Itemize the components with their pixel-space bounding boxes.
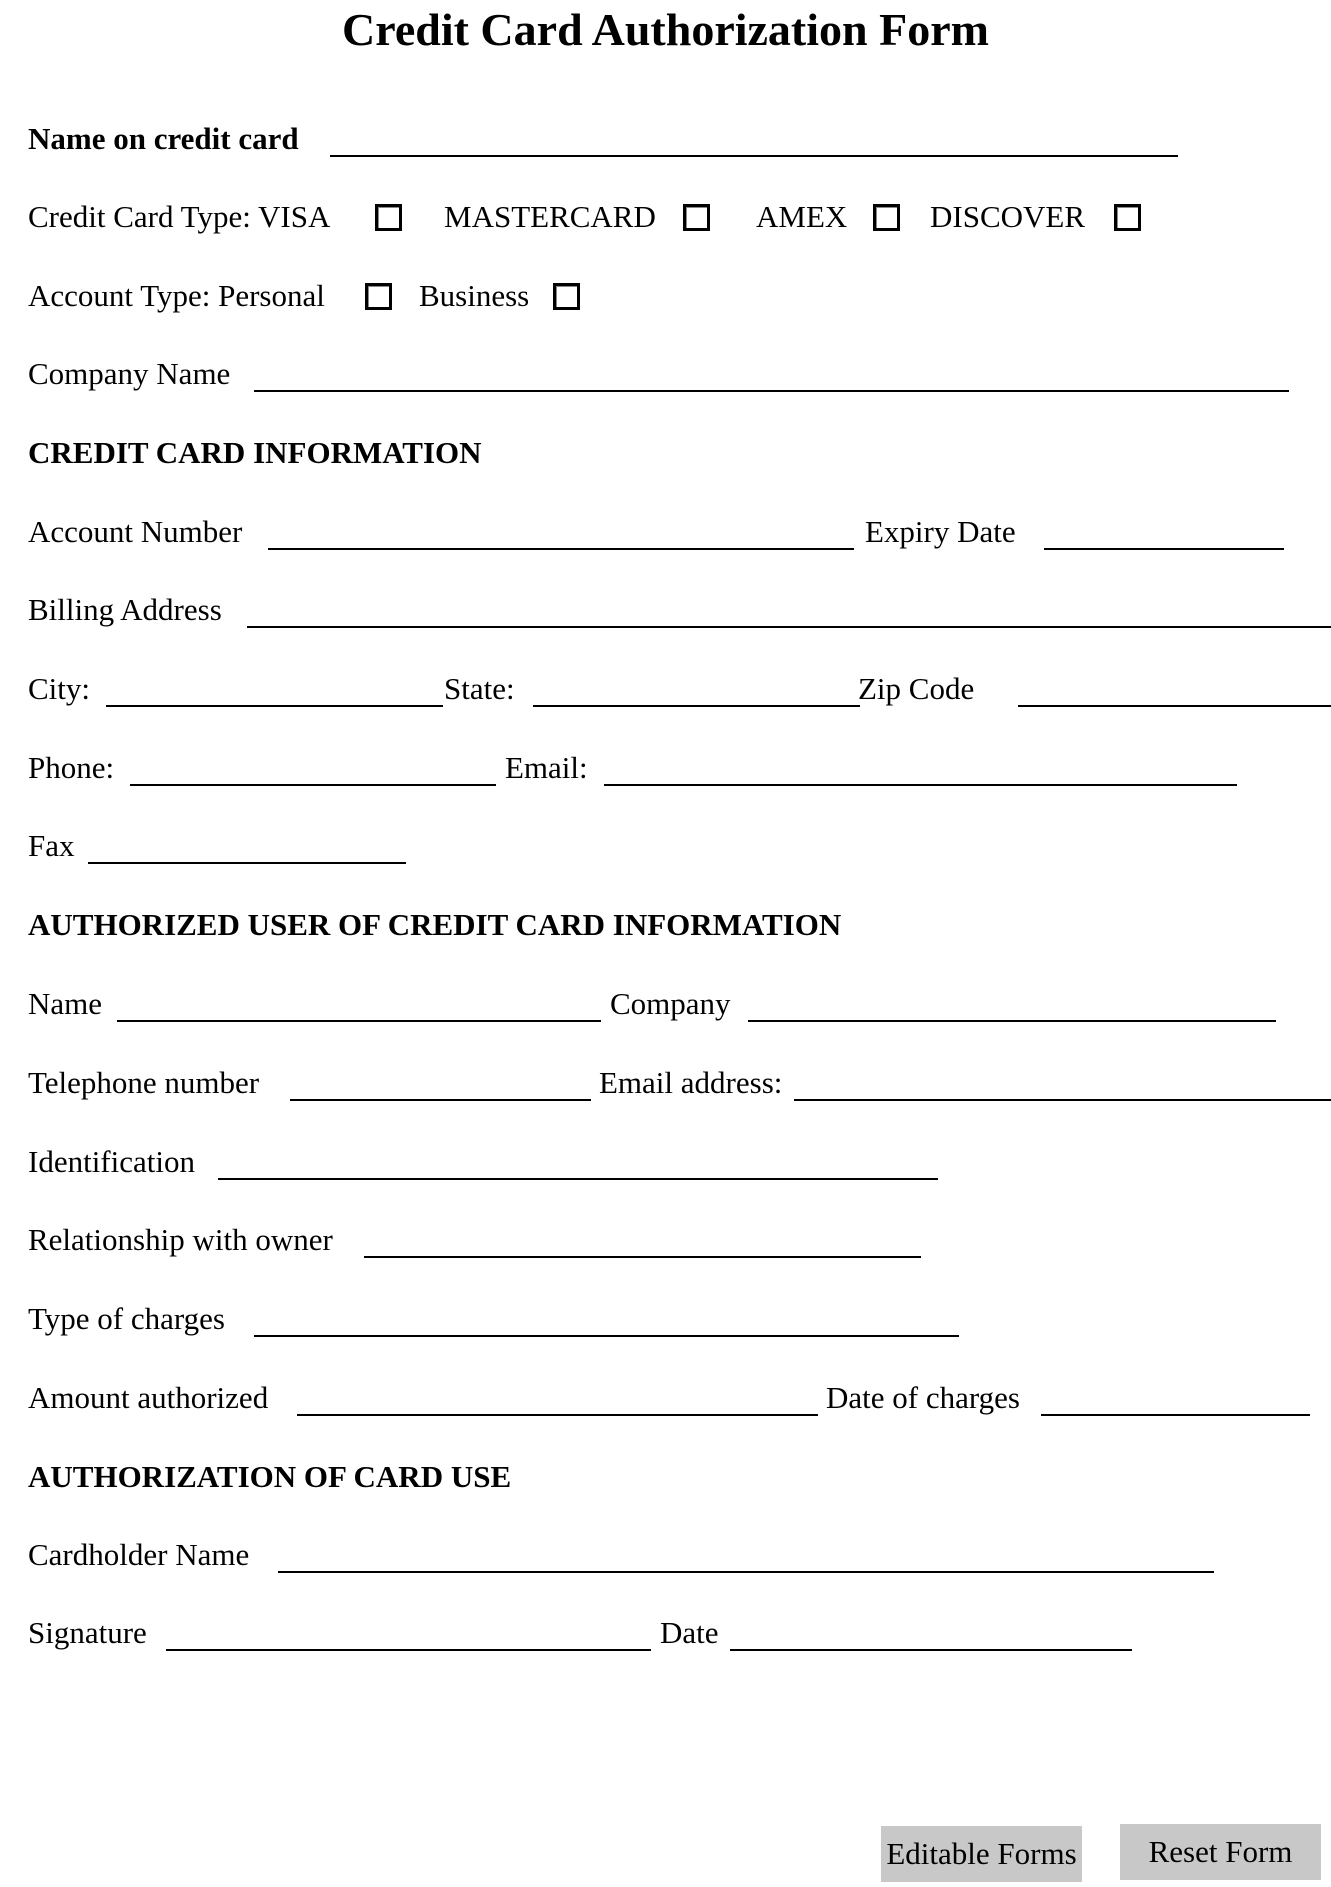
discover-checkbox[interactable] [1114, 204, 1141, 231]
user-name-field[interactable] [117, 1020, 601, 1022]
expiry-date-label: Expiry Date [865, 514, 1016, 549]
card-info-heading: CREDIT CARD INFORMATION [28, 435, 482, 470]
fax-label: Fax [28, 828, 75, 863]
reset-form-button[interactable]: Reset Form [1120, 1824, 1321, 1880]
state-label: State: [444, 671, 515, 706]
relationship-label: Relationship with owner [28, 1222, 333, 1257]
user-company-field[interactable] [748, 1020, 1276, 1022]
relationship-field[interactable] [364, 1256, 921, 1258]
email-label: Email: [505, 750, 588, 785]
email-address-field[interactable] [794, 1099, 1331, 1101]
editable-forms-button[interactable]: Editable Forms [881, 1826, 1082, 1882]
account-number-label: Account Number [28, 514, 243, 549]
telephone-number-label: Telephone number [28, 1065, 260, 1100]
account-number-field[interactable] [268, 548, 854, 550]
authorization-heading: AUTHORIZATION OF CARD USE [28, 1459, 512, 1494]
personal-checkbox[interactable] [365, 283, 392, 310]
state-field[interactable] [533, 705, 860, 707]
date-of-charges-label: Date of charges [826, 1380, 1020, 1415]
discover-label: DISCOVER [930, 199, 1086, 234]
card-type-visa-label: Credit Card Type: VISA [28, 199, 331, 234]
amount-authorized-label: Amount authorized [28, 1380, 269, 1415]
charges-type-field[interactable] [254, 1335, 959, 1337]
cardholder-name-field[interactable] [278, 1571, 1214, 1573]
date-of-charges-field[interactable] [1041, 1414, 1310, 1416]
amount-authorized-field[interactable] [297, 1414, 818, 1416]
company-name-label: Company Name [28, 356, 231, 391]
zip-code-field[interactable] [1018, 705, 1331, 707]
fax-field[interactable] [88, 862, 406, 864]
billing-address-field[interactable] [247, 626, 1331, 628]
date-label: Date [660, 1615, 719, 1650]
mastercard-checkbox[interactable] [683, 204, 710, 231]
phone-label: Phone: [28, 750, 115, 785]
amex-label: AMEX [756, 199, 848, 234]
email-address-label: Email address: [599, 1065, 783, 1100]
city-label: City: [28, 671, 91, 706]
expiry-date-field[interactable] [1044, 548, 1284, 550]
phone-field[interactable] [130, 784, 496, 786]
identification-field[interactable] [218, 1178, 938, 1180]
account-type-personal-label: Account Type: Personal [28, 278, 325, 313]
user-name-label: Name [28, 986, 103, 1021]
date-field[interactable] [730, 1649, 1132, 1651]
user-company-label: Company [610, 986, 731, 1021]
signature-label: Signature [28, 1615, 147, 1650]
mastercard-label: MASTERCARD [444, 199, 656, 234]
telephone-number-field[interactable] [290, 1099, 591, 1101]
business-label: Business [419, 278, 530, 313]
charges-type-label: Type of charges [28, 1301, 225, 1336]
cardholder-name-label: Cardholder Name [28, 1537, 250, 1572]
visa-checkbox[interactable] [375, 204, 402, 231]
signature-field[interactable] [166, 1649, 651, 1651]
company-name-field[interactable] [254, 390, 1289, 392]
name-on-card-label: Name on credit card [28, 121, 299, 156]
amex-checkbox[interactable] [873, 204, 900, 231]
form-title: Credit Card Authorization Form [342, 4, 989, 55]
identification-label: Identification [28, 1144, 195, 1179]
zip-code-label: Zip Code [858, 671, 975, 706]
authorized-user-heading: AUTHORIZED USER OF CREDIT CARD INFORMATION [28, 907, 842, 942]
business-checkbox[interactable] [553, 283, 580, 310]
city-field[interactable] [106, 705, 443, 707]
name-on-card-field[interactable] [330, 155, 1178, 157]
billing-address-label: Billing Address [28, 592, 222, 627]
email-field[interactable] [604, 784, 1237, 786]
